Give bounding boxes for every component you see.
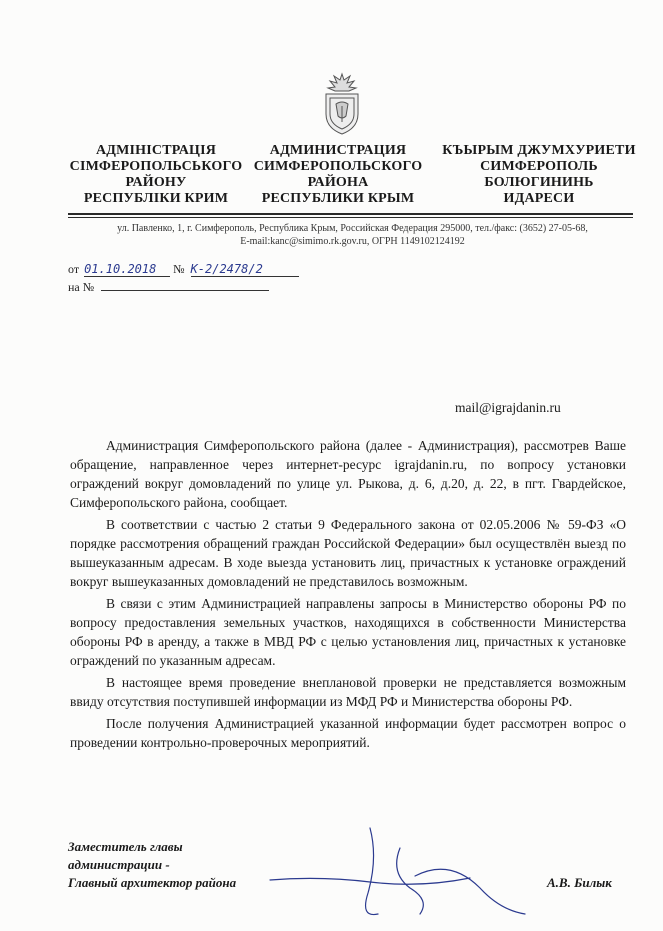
from-label: от	[68, 262, 80, 276]
header-divider-thin	[68, 217, 633, 218]
header-russian	[252, 143, 424, 207]
header-ukrainian	[66, 143, 246, 207]
incoming-number-blank	[101, 279, 269, 291]
header-russian-line: РАЙОНА	[307, 175, 369, 190]
signature-mark	[250, 818, 550, 928]
emblem-icon	[320, 70, 364, 136]
header-crimean-tatar-line: КЪЫРЫМ ДЖУМХУРИЕТИ	[442, 143, 636, 158]
letter-body	[70, 436, 626, 755]
header-ukrainian-line: РАЙОНУ	[125, 175, 187, 190]
body-paragraph: В связи с этим Администрацией направлены запросы в Министерство обороны РФ по вопросу предоставления земельных участков, находящихся в собственности Министерства обороны РФ в аренду, а также в МВД РФ с целью установления лиц, причастных к установке ограждений по указанным адресам.	[70, 596, 626, 668]
body-paragraph: В соответствии с частью 2 статьи 9 Федерального закона от 02.05.2006 № 59-ФЗ «О порядке рассмотрения обращений граждан Российской Федерации» был осуществлён выезд по вышеуказанным адресам. В ходе выезда установить лиц, причастных к установке ограждений вокруг вышеуказанных домовладений не представилось возможным.	[70, 517, 626, 589]
address-line: ул. Павленко, 1, г. Симферополь, Республика Крым, Российская Федерация 295000, тел./факс: (3652) 27-05-68,	[117, 223, 588, 234]
address-block	[70, 222, 635, 248]
number-label: №	[173, 262, 185, 276]
header-crimean-tatar-line: СИМФЕРОПОЛЬ	[480, 159, 598, 174]
signatory-title-line: Главный архитектор района	[68, 875, 237, 890]
incoming-reference	[68, 279, 269, 295]
outgoing-reference	[68, 262, 299, 277]
body-paragraph: Администрация Симферопольского района (далее - Администрация), рассмотрев Ваше обращение, направленное через интернет-ресурс igrajdanin.ru, по вопросу установки ограждений вокруг домовладений по улице ул. Рыкова, д. 6, д.20, д. 22, в пгт. Гвардейское, Симферопольского района, сообщает.	[70, 438, 626, 510]
outgoing-number: К-2/2478/2	[191, 262, 299, 277]
body-paragraph: В настоящее время проведение внеплановой проверки не представляется возможным ввиду отсутствия поступившей информации из МФД РФ и Министерства обороны РФ.	[70, 675, 626, 709]
header-russian-line: СИМФЕРОПОЛЬСКОГО	[253, 159, 423, 174]
signatory-title-line: Заместитель главы	[68, 839, 183, 854]
header-ukrainian-line: РЕСПУБЛІКИ КРИМ	[83, 191, 229, 206]
header-russian-line: РЕСПУБЛИКИ КРЫМ	[261, 191, 415, 206]
signatory-title-line: администрации -	[68, 857, 170, 872]
signatory-title	[68, 838, 236, 892]
address-contacts: E-mail:kanc@simimo.rk.gov.ru, ОГРН 1149102124192	[240, 236, 465, 247]
body-paragraph: После получения Администрацией указанной информации будет рассмотрен вопрос о проведении контрольно-проверочных мероприятий.	[70, 716, 626, 750]
header-crimean-tatar-line: БОЛЮГИНИНЬ	[484, 175, 594, 190]
on-number-label: на №	[68, 280, 95, 294]
header-ukrainian-line: СІМФЕРОПОЛЬСЬКОГО	[69, 159, 243, 174]
header-ukrainian-line: АДМІНІСТРАЦІЯ	[95, 143, 217, 158]
header-divider	[68, 213, 633, 215]
recipient-email: mail@igrajdanin.ru	[455, 400, 561, 415]
header-crimean-tatar	[438, 143, 640, 207]
header-russian-line: АДМИНИСТРАЦИЯ	[269, 143, 407, 158]
outgoing-date: 01.10.2018	[84, 262, 170, 277]
signatory-name: А.В. Билык	[547, 875, 612, 890]
header-crimean-tatar-line: ИДАРЕСИ	[503, 191, 575, 206]
